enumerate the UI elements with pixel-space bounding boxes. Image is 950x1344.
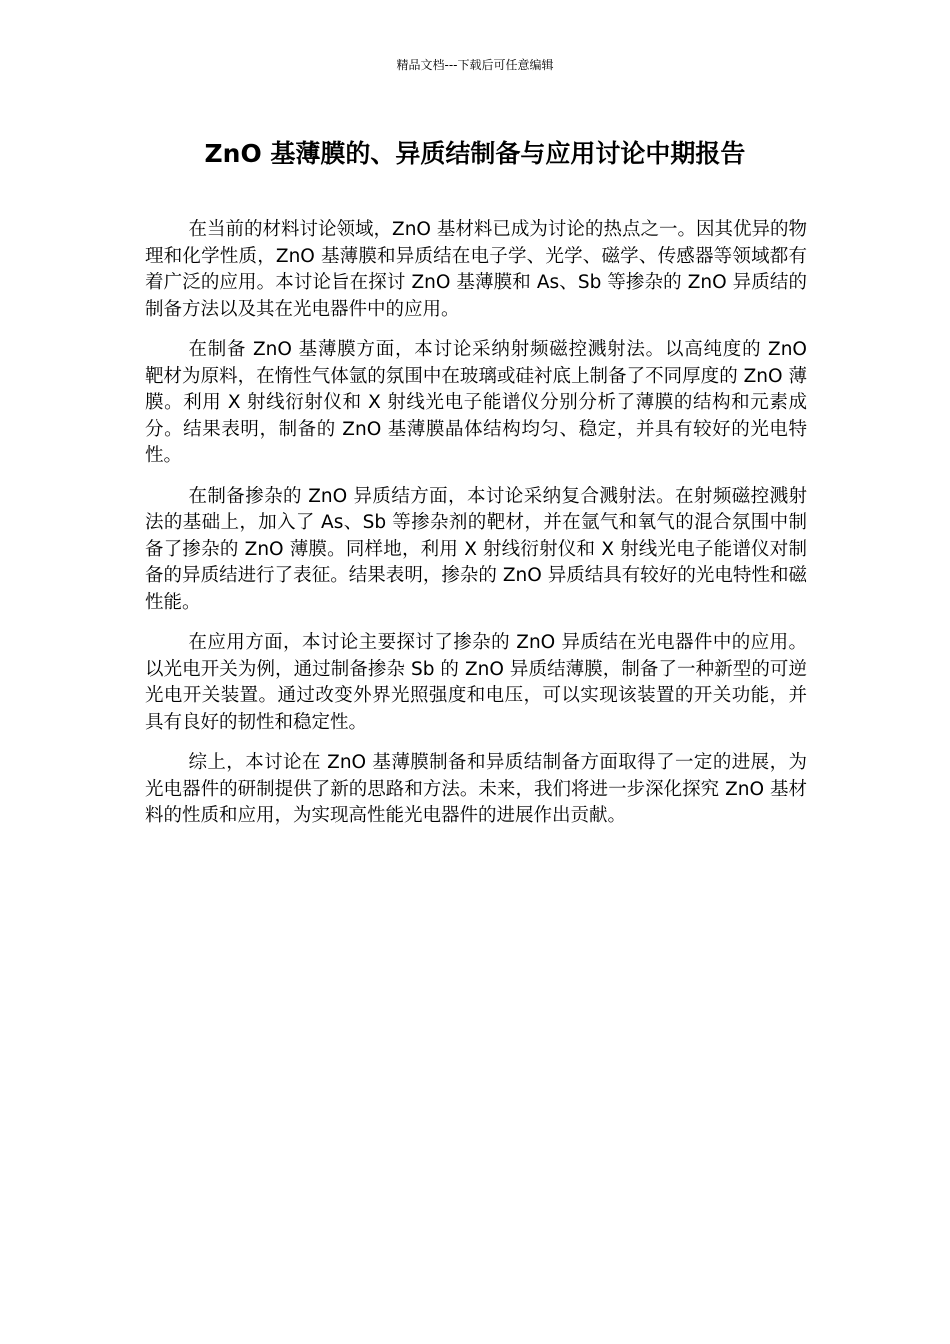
document-body xyxy=(145,217,807,844)
paragraph-heterojunction-preparation: 在制备掺杂的 ZnO 异质结方面，本讨论采纳复合溅射法。在射频磁控溅射法的基础上，加入了 As、Sb 等掺杂剂的靶材，并在氩气和氧气的混合氛围中制备了掺杂的 ZnO 薄膜。同样地，利用 X 射线衍射仪和 X 射线光电子能谱仪对制备的异质结进行了表征。结果表明，掺杂的 ZnO 异质结具有较好的光电特性和磁性能。 xyxy=(145,485,807,613)
paragraph-introduction: 在当前的材料讨论领域，ZnO 基材料已成为讨论的热点之一。因其优异的物理和化学性质，ZnO 基薄膜和异质结在电子学、光学、磁学、传感器等领域都有着广泛的应用。本讨论旨在探讨 ZnO 基薄膜和 As、Sb 等掺杂的 ZnO 异质结的制备方法以及其在光电器件中的应用。 xyxy=(145,219,807,320)
paragraph-thin-film-preparation: 在制备 ZnO 基薄膜方面，本讨论采纳射频磁控溅射法。以高纯度的 ZnO 靶材为原料，在惰性气体氩的氛围中在玻璃或硅衬底上制备了不同厚度的 ZnO 薄膜。利用 X 射线衍射仪和 X 射线光电子能谱仪分别分析了薄膜的结构和元素成分。结果表明，制备的 ZnO 基薄膜晶体结构均匀、稳定，并具有较好的光电特性。 xyxy=(145,339,807,466)
page-header: 精品文档---下载后可任意编辑 xyxy=(396,58,554,72)
paragraph-application: 在应用方面，本讨论主要探讨了掺杂的 ZnO 异质结在光电器件中的应用。以光电开关为例，通过制备掺杂 Sb 的 ZnO 异质结薄膜，制备了一种新型的可逆光电开关装置。通过改变外界光照强度和电压，可以实现该装置的开关功能，并具有良好的韧性和稳定性。 xyxy=(145,632,807,733)
document-title: ZnO 基薄膜的、异质结制备与应用讨论中期报告 xyxy=(204,139,746,168)
paragraph-conclusion: 综上，本讨论在 ZnO 基薄膜制备和异质结制备方面取得了一定的进展，为光电器件的研制提供了新的思路和方法。未来，我们将进一步深化探究 ZnO 基材料的性质和应用，为实现高性能光电器件的进展作出贡献。 xyxy=(145,752,807,826)
